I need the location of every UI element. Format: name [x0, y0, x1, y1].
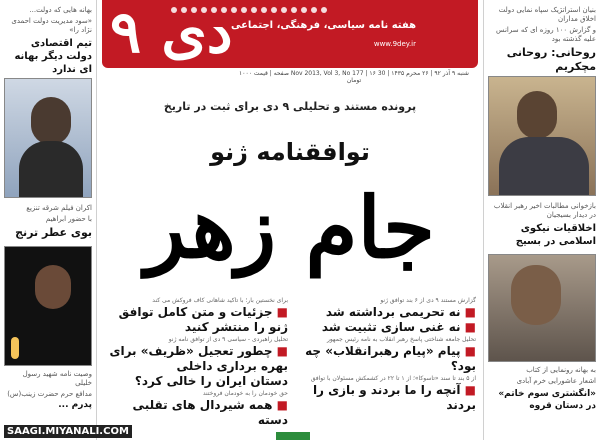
bullet-icon: ■	[460, 344, 476, 358]
bullet-icon: ■	[460, 383, 476, 397]
right-bottom-title[interactable]: «انگشتری سوم خاتم» در دستان قروه	[498, 389, 596, 411]
masthead-website[interactable]: www.9dey.ir	[373, 40, 416, 48]
right-mid-title[interactable]: اخلاقیات نیکوی اسلامی در بسیج	[515, 223, 596, 247]
sub-headline[interactable]: ■ چطور تعجیل «ظریف» برای بهره برداری داخلی	[109, 344, 288, 373]
right-top-title[interactable]: روحانی: روحانی مچکریم	[506, 46, 596, 73]
sub-headline[interactable]: دستان ایران را خالی کرد؟	[134, 374, 288, 388]
portrait-head-shape	[31, 97, 71, 145]
sub-kicker: تحلیل جامعه شناختی پاسخ رهبر انقلاب به نامه رئیس جمهور	[326, 336, 476, 343]
portrait-body-shape	[19, 141, 83, 197]
right-mid-kicker: بازخوانی مطالبات اخیر رهبر انقلاب در دیدار بسیجیان	[493, 202, 596, 219]
left-top-title[interactable]: تیم اقتصادی دولت دیگر بهانه ای ندارد	[14, 38, 92, 75]
left-bottom-title[interactable]: پدرم ...	[58, 400, 92, 410]
sub-headline[interactable]: ■ جزئیات و متن کامل توافق ژنو را منتشر کنید	[118, 305, 288, 334]
sub-headline[interactable]: ■ نه تحریمی برداشته شد	[325, 305, 476, 319]
right-top-photo	[488, 76, 596, 196]
lead-headline-small[interactable]: توافقنامه ژنو	[210, 138, 370, 166]
sub-kicker: حق خودمان را به خودمان فروختند	[202, 390, 288, 397]
center-column	[98, 0, 482, 440]
candle-shape	[11, 337, 19, 359]
masthead	[102, 0, 478, 68]
left-top-photo	[4, 78, 92, 198]
site-watermark: SAAGI.MIYANALI.COM	[4, 425, 132, 438]
masthead-tagline: هفته نامه سیاسی، فرهنگی، اجتماعی	[230, 20, 416, 31]
left-mid-kicker: اکران فیلم شرقه تنزیع	[26, 204, 92, 212]
right-bottom-kicker: به بهانه رونمایی از کتاب	[526, 366, 596, 374]
lead-kicker: پرونده مستند و تحلیلی ۹ دی برای ثبت در تاریخ	[163, 100, 417, 113]
left-top-kicker: بهانه هایی که دولت...	[29, 6, 92, 14]
left-column	[0, 0, 97, 440]
left-top-kicker-2: «سود مدیریت دولت احمدی نژاد را»	[11, 17, 92, 34]
left-bottom-photo	[4, 246, 92, 366]
sub-column-right	[300, 296, 476, 440]
portrait-head-shape	[35, 265, 71, 309]
sub-headline[interactable]: ■ همه شیردال های تقلبی دسته	[132, 398, 288, 427]
left-bottom-kicker-2: مدافع حرم حضرت زینب(س)	[7, 390, 92, 398]
bullet-icon: ■	[460, 320, 476, 334]
issue-info: شنبه ۹ آذر ۹۲ | ۲۶ محرم ۱۴۳۵ | 30 Nov 2013, Vol 3, No 177 | ۱۶ صفحه | قیمت ۱۰۰۰ تومان	[239, 70, 469, 84]
sub-kicker: برای نخستین بار؛ با تاکید شاهانی کاف فروکش می کند	[152, 297, 288, 304]
right-column	[483, 0, 600, 440]
bullet-icon: ■	[272, 305, 288, 319]
sub-column-left	[102, 296, 288, 440]
left-mid-title[interactable]: بوی عطر ترنج	[15, 226, 92, 239]
right-bottom-photo	[488, 254, 596, 362]
sub-headline[interactable]: ■ آنچه را ما بردند و بازی را بردند	[312, 383, 476, 412]
masthead-logo[interactable]: ۹ دی	[110, 0, 233, 66]
green-page-tab	[276, 432, 310, 440]
right-bottom-kicker-2: اشعار عاشورایی خرم آبادی	[516, 377, 596, 385]
sub-kicker: از ۵ بند تا سند «تاسوکا»؛ از ۱ تا ۲۲ در کشمکش مسئولان با توافق	[310, 375, 476, 382]
sub-kicker: گزارش مستند ۹ دی از ۶ بند توافق ژنو	[380, 297, 476, 304]
bullet-icon: ■	[272, 344, 288, 358]
lead-headline-big[interactable]: جام زهر	[145, 178, 435, 277]
left-bottom-kicker: وصیت نامه شهید رسول خلیلی	[22, 370, 92, 387]
sub-headline[interactable]: ■ نه غنی سازی تثبیت شد	[321, 320, 476, 334]
right-top-kicker: بنیان استراتژیک سپاه نمایی دولت اخلاق مداران	[498, 6, 596, 23]
portrait-head-shape	[511, 265, 561, 325]
sub-kicker: تحلیل راهبردی - سیاسی ۹ دی از توافق نامه ژنو	[168, 336, 288, 343]
left-mid-kicker-2: با حضور ابراهیم	[45, 215, 92, 223]
bullet-icon: ■	[272, 398, 288, 412]
bullet-icon: ■	[460, 305, 476, 319]
portrait-head-shape	[517, 91, 557, 139]
portrait-body-shape	[499, 137, 589, 196]
right-top-kicker-2: و گزارش ۱۰۰ روزه ای که سرانس علیه گذشته بود	[496, 26, 596, 43]
sub-headline[interactable]: ■ پیام «پیام رهبرانقلاب» چه بود؟	[305, 344, 476, 373]
